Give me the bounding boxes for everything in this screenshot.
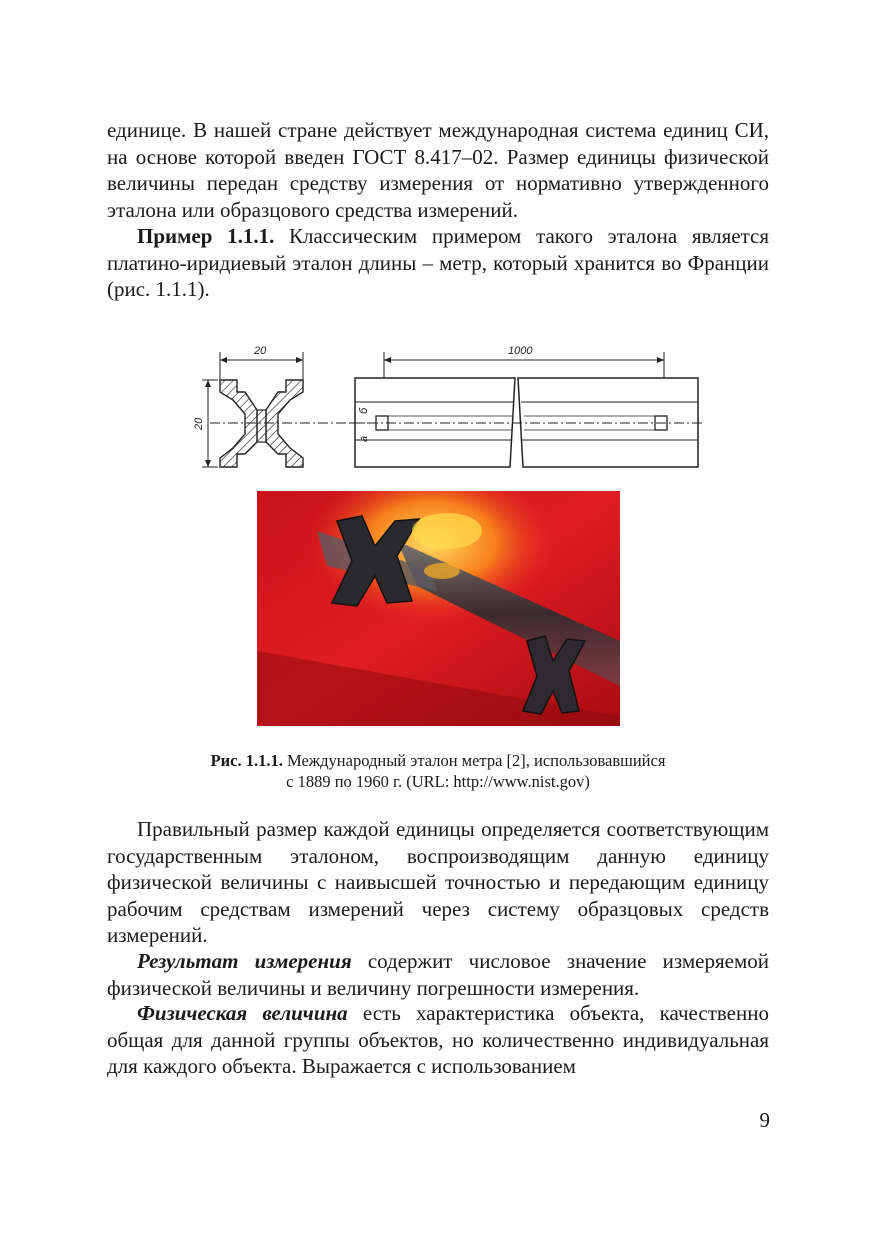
paragraph-quantity (107, 1000, 769, 1080)
meter-standard-photo (257, 491, 620, 726)
paragraph-result (107, 948, 769, 1001)
figure-caption-line2: с 1889 по 1960 г. (URL: http://www.nist.gov) (286, 772, 590, 791)
result-text: содержит числовое значение измеряемой физической величины и величину погрешности измерения. (107, 949, 769, 1000)
dim-width-label: 20 (254, 345, 267, 357)
quantity-text: есть характеристика объекта, качественно общая для данной группы объектов, но количественно индивидуальная для каждого объекта. Выражается с использованием (107, 1001, 769, 1078)
term-result: Результат измерения (137, 949, 352, 973)
term-quantity: Физическая величина (137, 1001, 348, 1025)
page-number: 9 (759, 1108, 770, 1132)
caption-label: Рис. 1.1.1. (210, 751, 283, 770)
label-a: а (358, 435, 370, 442)
paragraph-intro: единице. В нашей стране действует международная система единиц СИ, на основе которой введен ГОСТ 8.417–02. Размер единицы физической величины передан средству измерения от нормативно утвержденного эталона или образцового средства измерений. (107, 118, 769, 222)
side-view (350, 345, 705, 467)
dim-length-label: 1000 (508, 345, 533, 357)
cross-section-view (193, 345, 375, 467)
figure-caption-line1 (107, 750, 769, 771)
label-b: б (358, 407, 370, 414)
caption-text: Международный эталон метра [2], использовавшийся (282, 751, 666, 770)
paragraph-example (107, 223, 769, 303)
example-text: Классическим примером такого эталона является платино-иридиевый эталон длины – метр, который хранится во Франции (рис. 1.1.1). (107, 224, 770, 301)
example-label: Пример 1.1.1. (137, 224, 275, 248)
dim-height-label: 20 (193, 417, 205, 430)
paragraph-standard: Правильный размер каждой единицы определяется соответствующим государственным эталоном, воспроизводящим данную единицу физической величины с наивысшей точностью и передающим единицу рабочим средствам измерений через систему образцовых средств измерений. (107, 817, 769, 947)
meter-standard-drawing (190, 330, 710, 480)
